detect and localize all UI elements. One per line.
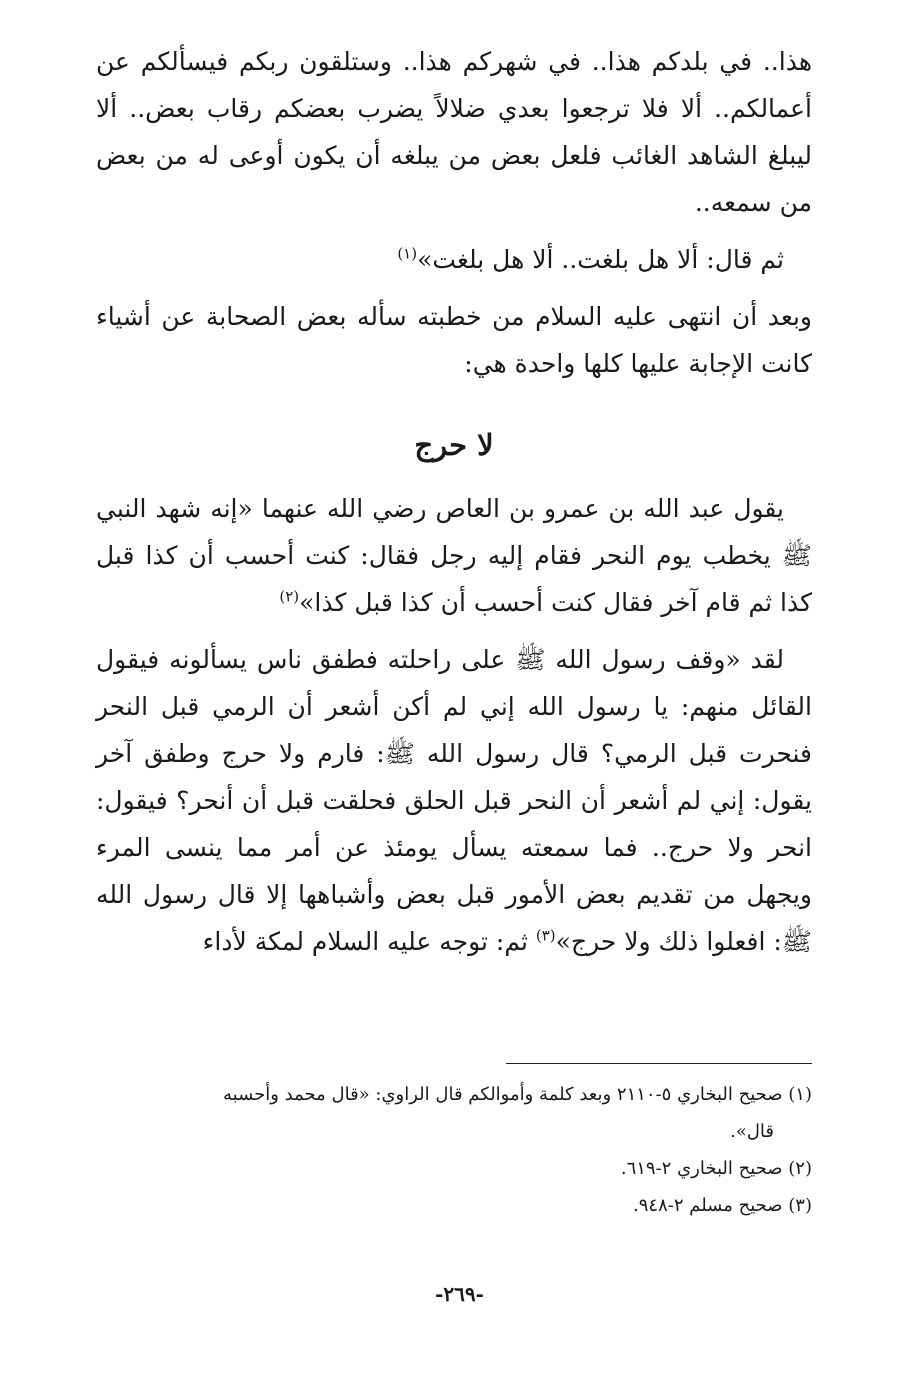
paragraph-abdullah-narration	[96, 485, 812, 626]
footnote-text: (١) صحيح البخاري ٥-٢١١٠ وبعد كلمة وأموالكم قال الراوي: «قال محمد وأحسبه	[222, 1084, 812, 1105]
page-body	[96, 38, 812, 975]
footnote-marker-3: (٣)	[535, 926, 556, 945]
footnote-marker-1: (١)	[397, 244, 418, 263]
footnote-marker-2: (٢)	[279, 587, 300, 606]
footnote-text: (٣) صحيح مسلم ٢-٩٤٨.	[633, 1195, 812, 1216]
footnote-continuation: قال».	[730, 1121, 774, 1142]
footnotes	[96, 1076, 812, 1224]
paragraph-text: هذا.. في بلدكم هذا.. في شهركم هذا.. وستلقون ربكم فيسألكم عن أعمالكم.. ألا فلا ترجعوا بعدي ضلالاً يضرب بعضكم رقاب بعض.. ألا ليبلغ الشاهد الغائب فلعل بعض من يبلغه أن يكون أوعى له من بعض من سمعه..	[96, 47, 812, 217]
footnote-3	[96, 1187, 812, 1224]
paragraph-text: لقد «وقف رسول الله ﷺ على راحلته فطفق ناس يسألونه فيقول القائل منهم: يا رسول الله إني لم أكن أشعر أن الرمي قبل النحر فنحرت قبل الرمي؟ قال رسول الله ﷺ: فارم ولا حرج وطفق آخر يقول: إني لم أشعر أن النحر قبل الحلق فحلقت قبل أن أنحر؟ فيقول: انحر ولا حرج.. فما سمعته يسأل يومئذ عن أمر مما ينسى المرء ويجهل من تقديم بعض الأمور قبل بعض وأشباهها إلا قال رسول الله ﷺ: افعلوا ذلك ولا حرج»	[96, 645, 812, 956]
paragraph-after-sermon	[96, 293, 812, 387]
footnote-2	[96, 1150, 812, 1187]
footnote-1	[96, 1076, 812, 1150]
paragraph-hadith-end	[96, 38, 812, 226]
section-heading: لا حرج	[414, 428, 494, 462]
paragraph-standing-narration	[96, 636, 812, 965]
paragraph-tail-text: ثم: توجه عليه السلام لمكة لأداء	[202, 927, 536, 956]
footnote-text: (٢) صحيح البخاري ٢-٦١٩.	[620, 1158, 812, 1179]
paragraph-text: وبعد أن انتهى عليه السلام من خطبته سأله بعض الصحابة عن أشياء كانت الإجابة عليها كلها واحدة هي:	[96, 302, 812, 378]
paragraph-text: ثم قال: ألا هل بلغت.. ألا هل بلغت»	[417, 245, 784, 274]
paragraph-then-said	[96, 236, 812, 283]
footnote-separator	[506, 1063, 812, 1064]
page-number: -٢٦٩-	[435, 1282, 484, 1306]
paragraph-text: يقول عبد الله بن عمرو بن العاص رضي الله عنهما «إنه شهد النبي ﷺ يخطب يوم النحر فقام إليه رجل فقال: كنت أحسب أن كذا قبل كذا ثم قام آخر فقال كنت أحسب أن كذا قبل كذا»	[96, 494, 812, 617]
